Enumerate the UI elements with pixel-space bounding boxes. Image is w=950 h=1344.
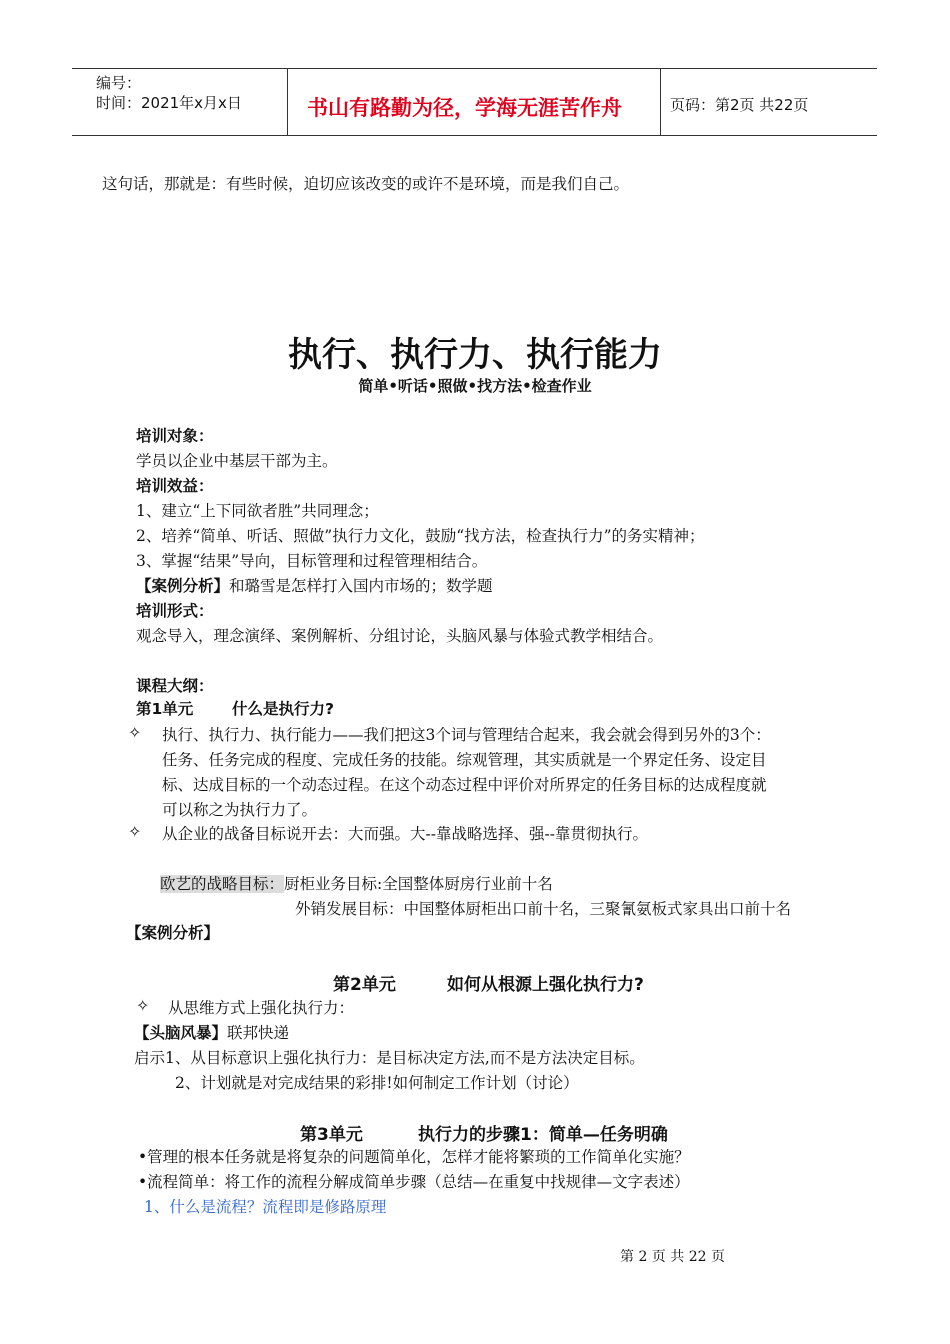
page-footer: 第 2 页 共 22 页 [620,1249,725,1265]
unit2-number: 第2单元 [333,975,396,995]
unit1-case-tag: 【案例分析】 [126,924,220,942]
benefit-item-1: 1、建立“上下同欲者胜”共同理念； [136,502,379,520]
outline-label: 课程大纲： [136,677,214,695]
unit3-bullet1: •管理的根本任务就是将复杂的问题简单化，怎样才能将繁琐的工作简单化实施？ [138,1148,690,1166]
brainstorm-row [134,1021,289,1043]
brainstorm-text: 联邦快递 [227,1024,290,1042]
header-number-label: 编号： [96,74,142,92]
unit1-bullet1-line3: 标、达成目标的一个动态过程。在这个动态过程中评价对所界定的任务目标的达成程度就 [162,776,767,794]
header-page-label: 页码：第2页 共22页 [670,96,809,114]
header-motto: 书山有路勤为径，学海无涯苦作舟 [307,96,622,120]
unit1-bullet1-line2: 任务、任务完成的程度、完成任务的技能。综观管理，其实质就是一个界定任务、设定目 [162,751,767,769]
benefit-item-2: 2、培养“简单、听话、照做”执行力文化，鼓励“找方法，检查执行力”的务实精神； [136,527,705,545]
header-divider-right [660,68,661,135]
header-top-border [72,68,877,69]
strategy-row [160,872,553,894]
unit2-title: 如何从根源上强化执行力? [447,975,644,995]
diamond-bullet-icon: ✧ [128,822,142,841]
training-target-label: 培训对象： [136,427,214,445]
training-target-text: 学员以企业中基层干部为主。 [136,452,338,470]
header-bottom-border [72,135,877,136]
strategy-label: 欧艺的战略目标： [160,875,285,893]
benefit-item-3: 3、掌握“结果”导向，目标管理和过程管理相结合。 [136,552,488,570]
brainstorm-tag: 【头脑风暴】 [134,1024,228,1042]
training-form-label: 培训形式： [136,602,214,620]
unit1-bullet1-line1: 执行、执行力、执行能力——我们把这3个词与管理结合起来，我会就会得到另外的3个： [162,726,771,744]
diamond-bullet-icon: ✧ [136,996,150,1015]
header-time-label: 时间：2021年x月x日 [96,94,242,112]
intro-line: 这句话，那就是：有些时候，迫切应该改变的或许不是环境，而是我们自己。 [102,175,630,193]
header-divider-left [287,68,288,135]
diamond-bullet-icon: ✧ [128,723,142,742]
doc-title: 执行、执行力、执行能力 [288,335,662,375]
training-benefit-label: 培训效益： [136,477,214,495]
doc-subtitle: 简单•听话•照做•找方法•检查作业 [358,377,592,395]
case-analysis-text: 和璐雪是怎样打入国内市场的；数学题 [229,577,493,595]
case-analysis-tag: 【案例分析】 [136,577,230,595]
unit2-insight1: 启示1、从目标意识上强化执行力：是目标决定方法,而不是方法决定目标。 [134,1049,645,1067]
unit3-flow-link[interactable]: 1、什么是流程？流程即是修路原理 [144,1198,387,1216]
unit2-bullet1: 从思维方式上强化执行力： [168,999,355,1017]
unit1-number: 第1单元 [136,700,194,718]
unit3-title: 执行力的步骤1：简单—任务明确 [418,1125,668,1145]
unit1-bullet1-line4: 可以称之为执行力了。 [162,801,318,819]
case-analysis-line [136,574,493,596]
training-form-text: 观念导入，理念演绎、案例解析、分组讨论，头脑风暴与体验式教学相结合。 [136,627,664,645]
unit3-number: 第3单元 [300,1125,363,1145]
unit3-bullet2: •流程简单：将工作的流程分解成简单步骤（总结—在重复中找规律—文字表述） [138,1173,690,1191]
strategy-goal-1: 厨柜业务目标:全国整体厨房行业前十名 [284,875,553,893]
unit1-title: 什么是执行力? [232,700,334,718]
unit1-bullet2: 从企业的战备目标说开去：大而强。大--靠战略选择、强--靠贯彻执行。 [162,825,648,843]
strategy-goal-2: 外销发展目标：中国整体厨柜出口前十名，三聚氰氨板式家具出口前十名 [295,900,792,918]
unit2-insight2: 2、计划就是对完成结果的彩排!如何制定工作计划（讨论） [175,1074,579,1092]
